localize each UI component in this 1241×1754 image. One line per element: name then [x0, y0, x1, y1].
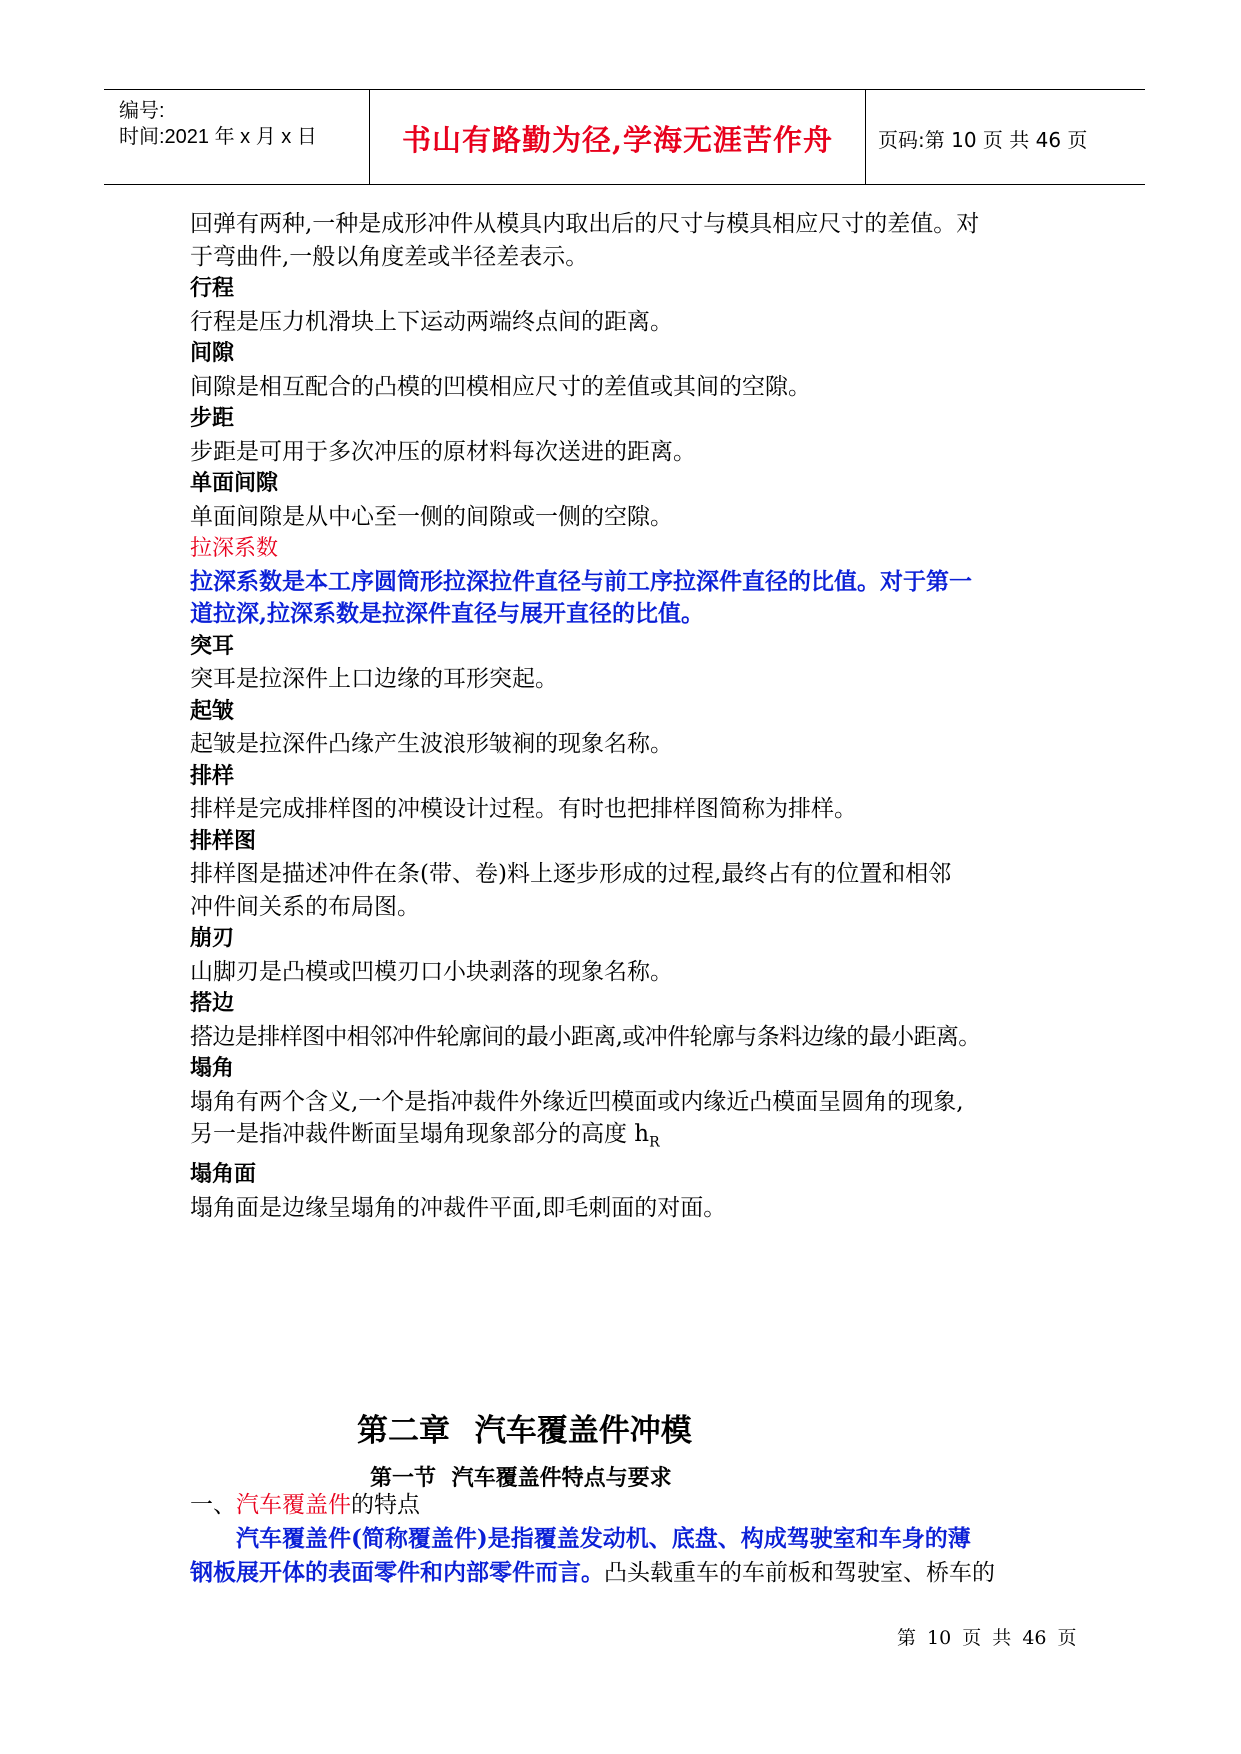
- paragraph-line: 汽车覆盖件(简称覆盖件)是指覆盖发动机、底盘、构成驾驶室和车身的薄: [236, 1525, 971, 1552]
- term-heading-highlighted: 拉深系数: [190, 536, 279, 561]
- term-heading: 排样图: [190, 828, 257, 854]
- term-definition: 突耳是拉深件上口边缘的耳形突起。: [190, 666, 558, 692]
- term-definition: 起皱是拉深件凸缘产生波浪形皱裥的现象名称。: [190, 731, 673, 757]
- glossary-content: [190, 208, 1070, 1224]
- term-definition-highlighted: 道拉深,拉深系数是拉深件直径与展开直径的比值。: [190, 600, 705, 627]
- term-definition: 冲件间关系的布局图。: [190, 893, 420, 920]
- paragraph-text: 凸头载重车的车前板和驾驶室、桥车的: [604, 1560, 995, 1586]
- term-heading: 起皱: [190, 698, 235, 724]
- header-motto: 书山有路勤为径,学海无涯苦作舟: [401, 123, 834, 157]
- term-heading: 行程: [190, 276, 235, 301]
- header-page-cell: [866, 90, 1145, 184]
- chapter-title: 第二章 汽车覆盖件冲模: [357, 1413, 692, 1449]
- term-definition: 塌角有两个含义,一个是指冲裁件外缘近凹模面或内缘近凸模面呈圆角的现象,: [190, 1088, 964, 1115]
- term-definition: 步距是可用于多次冲压的原材料每次送进的距离。: [190, 438, 696, 465]
- section-title: 第一节 汽车覆盖件特点与要求: [370, 1465, 672, 1491]
- header-motto-cell: [369, 90, 866, 184]
- term-definition: 间隙是相互配合的凸模的凹模相应尺寸的差值或其间的空隙。: [190, 373, 811, 400]
- term-definition: [190, 1118, 1070, 1159]
- paragraph-line: [190, 1556, 1070, 1590]
- intro-line: 于弯曲件,一般以角度差或半径差表示。: [190, 243, 589, 270]
- term-definition: 排样图是描述冲件在条(带、卷)料上逐步形成的过程,最终占有的位置和相邻: [190, 861, 952, 887]
- term-heading: 搭边: [190, 991, 235, 1016]
- term-definition: 山脚刃是凸模或凹模刃口小块剥落的现象名称。: [190, 958, 673, 985]
- term-definition-text: 另一是指冲裁件断面呈塌角现象部分的高度 h: [190, 1121, 650, 1147]
- item-keyword: 汽车覆盖件: [236, 1492, 351, 1518]
- term-definition: 单面间隙是从中心至一侧的间隙或一侧的空隙。: [190, 503, 673, 530]
- term-definition: 塌角面是边缘呈塌角的冲裁件平面,即毛刺面的对面。: [190, 1194, 727, 1221]
- document-number-label: 编号:: [119, 100, 165, 122]
- term-heading: 突耳: [190, 633, 235, 659]
- term-definition: 行程是压力机滑块上下运动两端终点间的距离。: [190, 308, 673, 335]
- page-footer: 第 10 页 共 46 页: [897, 1627, 1077, 1649]
- paragraph-highlight: 钢板展开体的表面零件和内部零件而言。: [190, 1559, 604, 1586]
- term-definition: 排样是完成排样图的冲模设计过程。有时也把排样图简称为排样。: [190, 796, 857, 822]
- term-definition: 搭边是排样图中相邻冲件轮廓间的最小距离,或冲件轮廓与条料边缘的最小距离。: [190, 1023, 981, 1050]
- item-suffix: 的特点: [351, 1492, 420, 1518]
- page-header: [104, 89, 1145, 185]
- term-heading: 崩刃: [190, 926, 235, 951]
- header-meta-cell: [104, 90, 369, 184]
- term-heading: 排样: [190, 763, 235, 789]
- term-heading: 塌角面: [190, 1162, 257, 1188]
- term-definition-highlighted: 拉深系数是本工序圆筒形拉深拉件直径与前工序拉深件直径的比值。对于第一: [190, 567, 972, 595]
- document-time-label: 时间:2021 年 x 月 x 日: [119, 126, 317, 148]
- item-prefix: 一、: [190, 1492, 236, 1518]
- term-heading: 单面间隙: [190, 471, 279, 496]
- term-heading: 步距: [190, 406, 235, 431]
- item-heading: [190, 1488, 1070, 1522]
- term-heading: 塌角: [190, 1056, 235, 1081]
- term-heading: 间隙: [190, 341, 235, 366]
- header-page-code: 页码:第 10 页 共 46 页: [878, 128, 1088, 152]
- subscript-r: R: [649, 1134, 660, 1151]
- chapter-body: [190, 1488, 1070, 1590]
- intro-line: 回弹有两种,一种是成形冲件从模具内取出后的尺寸与模具相应尺寸的差值。对: [190, 211, 980, 237]
